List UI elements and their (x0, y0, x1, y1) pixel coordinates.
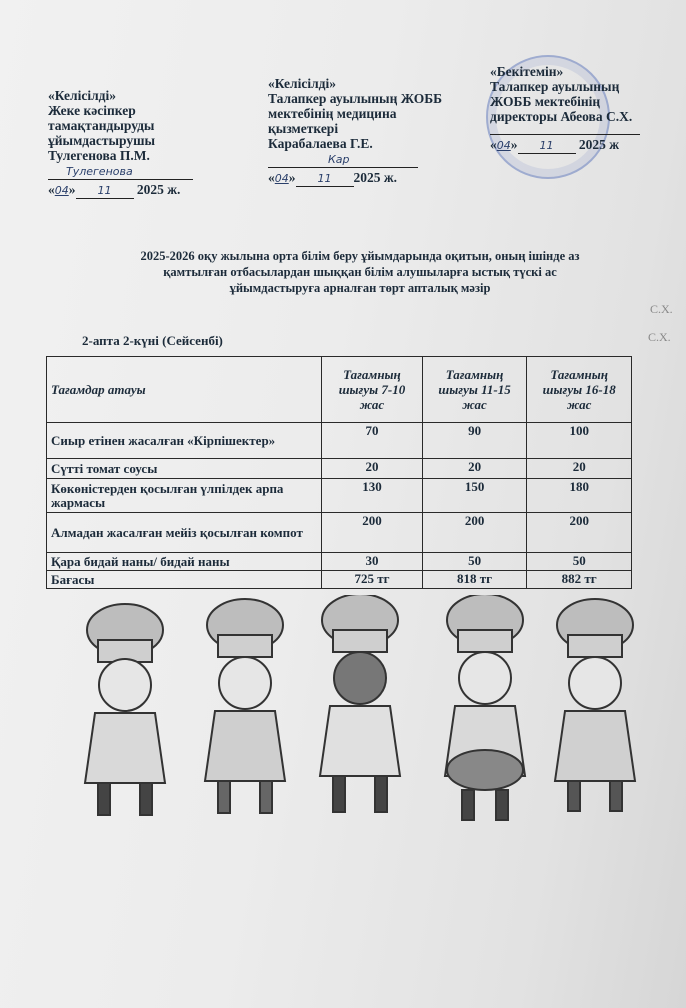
dish-name: Көкөністерден қосылған үлпілдек арпа жармасы (47, 479, 322, 513)
date-month: 11 (539, 139, 554, 152)
table-row (47, 423, 632, 459)
approval-block-1 (48, 88, 193, 199)
portion-value: 70 (322, 423, 423, 459)
chef-child-2 (205, 599, 285, 813)
portion-value: 30 (322, 553, 423, 571)
approval-line: мектебінің медицина (268, 106, 397, 121)
header-portion-16-18: Тағамның шығуы 16-18 жас (527, 357, 632, 423)
portion-value: 180 (527, 479, 632, 513)
date-day: 04 (274, 172, 289, 185)
dish-name: Сиыр етінен жасалған «Кірпішектер» (47, 423, 322, 459)
portion-value: 130 (322, 479, 423, 513)
date-year: 2025 ж. (353, 170, 398, 185)
date-month: 11 (317, 172, 332, 185)
table-row (47, 513, 632, 553)
approval-line: директоры Абеова С.Х. (490, 109, 633, 124)
table-row (47, 479, 632, 513)
date-month-line (296, 170, 354, 187)
date-month-line (518, 137, 576, 154)
approval-line: «Келісілді» (48, 88, 116, 103)
header-portion-7-10: Тағамның шығуы 7-10 жас (322, 357, 423, 423)
document-title (80, 248, 640, 296)
chef-child-3 (320, 595, 400, 812)
date-quote-open: « (490, 137, 497, 152)
approval-block-2 (268, 76, 442, 187)
approval-line: қызметкері (268, 121, 339, 136)
chef-child-1 (85, 604, 165, 815)
portion-value: 90 (422, 423, 527, 459)
portion-value: 50 (422, 553, 527, 571)
portion-value: 200 (422, 513, 527, 553)
signature-line (490, 124, 640, 135)
header-dish-name: Тағамдар атауы (47, 357, 322, 423)
approval-block-3 (490, 64, 640, 154)
date-quote-open: « (48, 182, 55, 197)
chef-child-5 (555, 599, 635, 811)
approval-date (48, 182, 193, 199)
portion-value: 200 (322, 513, 423, 553)
price-value: 818 тг (422, 571, 527, 589)
table-row-price (47, 571, 632, 589)
approval-line: Талапкер ауылының (490, 79, 620, 94)
children-chefs-illustration (70, 595, 650, 845)
table-header-row (47, 357, 632, 423)
table-row (47, 553, 632, 571)
dish-name: Сүтті томат соусы (47, 459, 322, 479)
portion-value: 50 (527, 553, 632, 571)
approval-line: «Келісілді» (268, 76, 336, 91)
portion-value: 200 (527, 513, 632, 553)
date-year: 2025 ж. (136, 182, 181, 197)
header-portion-11-15: Тағамның шығуы 11-15 жас (422, 357, 527, 423)
approval-line: Талапкер ауылының ЖОББ (268, 91, 443, 106)
title-line: қамтылған отбасылардан шыққан білім алушыларға ыстық түскі ас (163, 265, 557, 279)
menu-table (46, 356, 632, 589)
margin-mark: С.Х. (650, 302, 673, 316)
signature-line (268, 151, 418, 168)
portion-value: 20 (527, 459, 632, 479)
date-month: 11 (97, 184, 112, 197)
title-line: ұйымдастыруға арналған төрт апталық мәзір (229, 281, 491, 295)
dish-name: Алмадан жасалған мейіз қосылған компот (47, 513, 322, 553)
approval-line: Жеке кәсіпкер (48, 103, 136, 118)
dish-name: Қара бидай наны/ бидай наны (47, 553, 322, 571)
date-year: 2025 ж (578, 137, 620, 152)
title-line: 2025-2026 оқу жылына орта білім беру ұйымдарында оқитын, оның ішінде аз (140, 249, 580, 263)
week-day-label: 2-апта 2-күні (Сейсенбі) (82, 333, 223, 348)
margin-mark: С.Х. (648, 330, 671, 344)
signature-line (48, 163, 193, 180)
portion-value: 20 (422, 459, 527, 479)
date-quote-close: » (288, 170, 296, 185)
date-quote-close: » (68, 182, 76, 197)
date-month-line (76, 182, 134, 199)
portion-value: 150 (422, 479, 527, 513)
portion-value: 100 (527, 423, 632, 459)
handwritten-signature: Тулегенова (66, 165, 133, 178)
approval-line: Карабалаева Г.Е. (268, 136, 373, 151)
price-value: 725 тг (322, 571, 423, 589)
date-day: 04 (54, 184, 69, 197)
price-value: 882 тг (527, 571, 632, 589)
table-row (47, 459, 632, 479)
date-quote-close: » (510, 137, 518, 152)
approval-line: ұйымдастырушы (48, 133, 156, 148)
portion-value: 20 (322, 459, 423, 479)
approval-line: ЖОББ мектебінің (490, 94, 601, 109)
approval-date (268, 170, 442, 187)
approval-date (490, 137, 640, 154)
approval-line: Тулегенова П.М. (48, 148, 150, 163)
approval-line: тамақтандыруды (48, 118, 155, 133)
approval-line: «Бекітемін» (490, 64, 564, 79)
handwritten-signature: Кар (328, 153, 350, 166)
date-quote-open: « (268, 170, 275, 185)
date-day: 04 (496, 139, 511, 152)
price-label: Бағасы (47, 571, 322, 589)
chef-child-4 (445, 595, 525, 820)
